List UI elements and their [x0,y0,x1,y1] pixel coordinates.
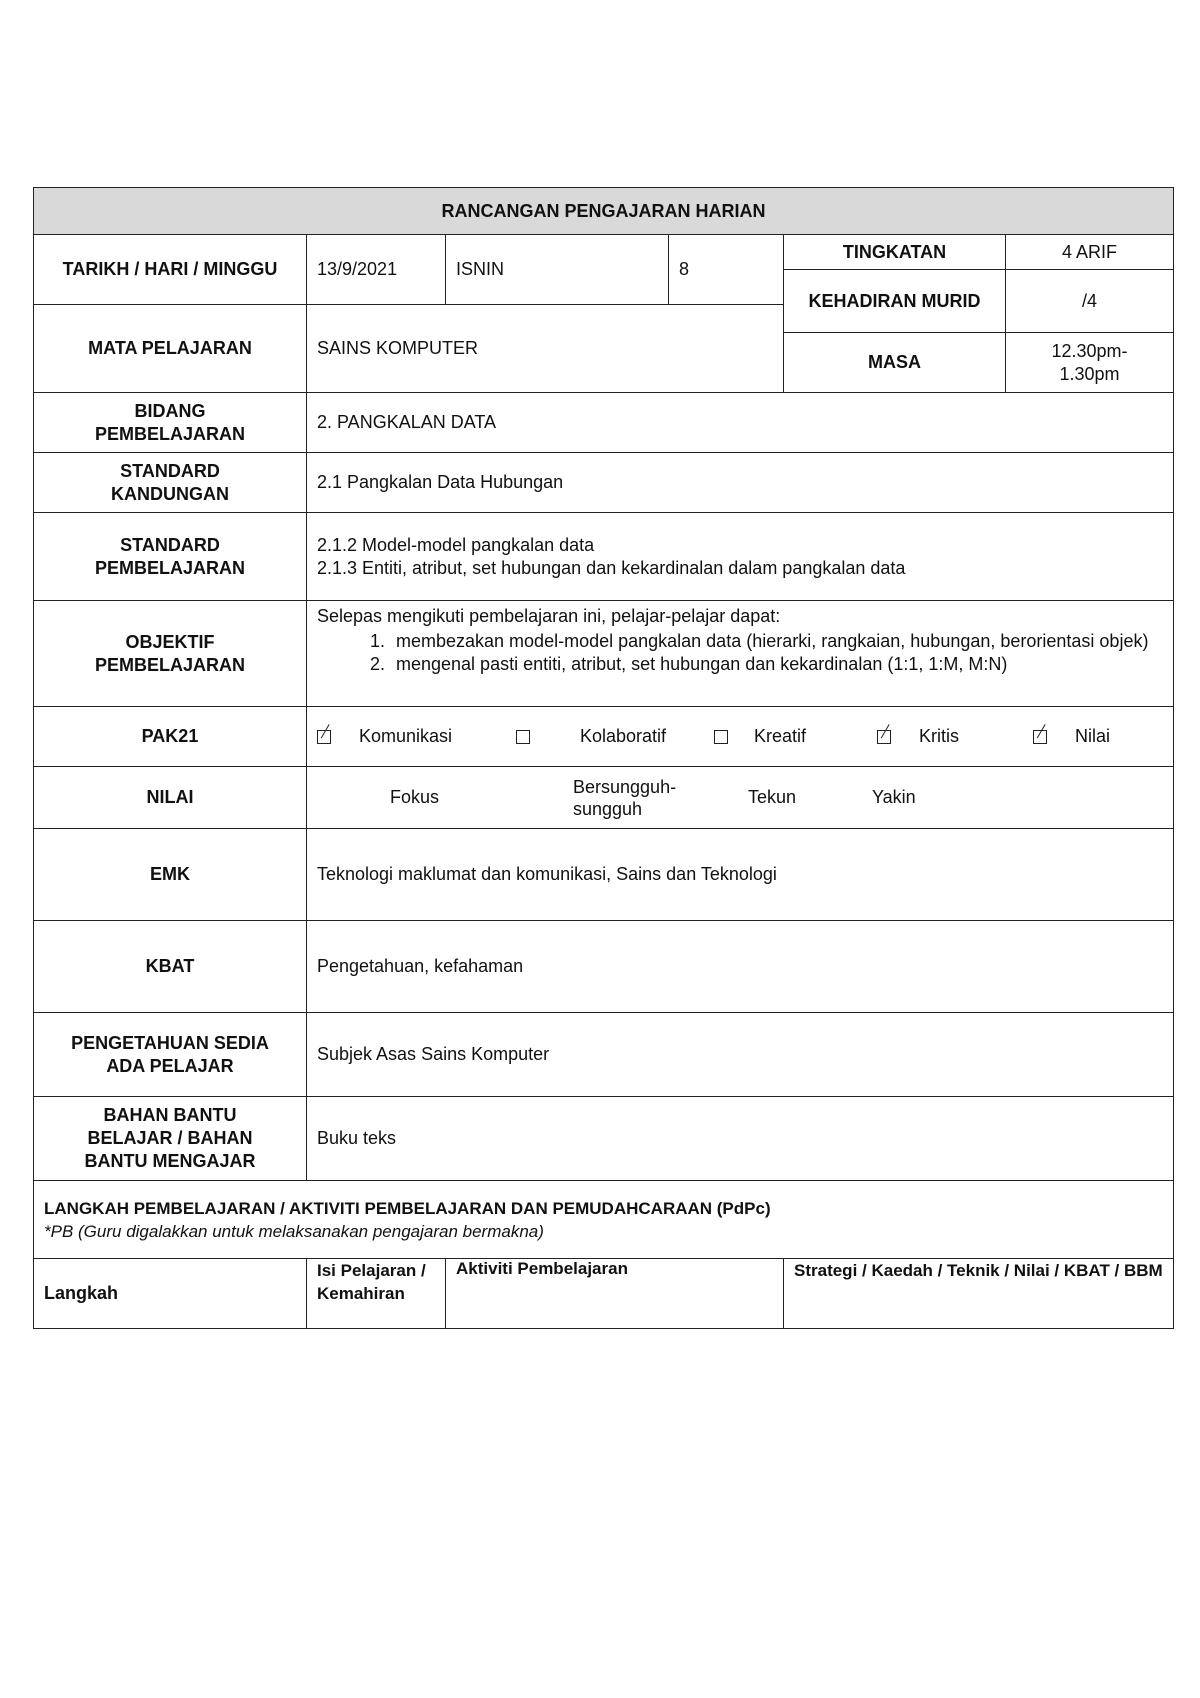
column-header-strategi: Strategi / Kaedah / Teknik / Nilai / KBAT / BBM [784,1259,1174,1329]
checkbox-icon[interactable] [714,730,728,744]
pak21-options [307,707,1174,767]
column-header-langkah: Langkah [34,1259,307,1329]
kehadiran-value: /4 [1006,270,1174,333]
objektif-label: OBJEKTIF PEMBELAJARAN [34,601,307,707]
pengetahuan-sedia-value: Subjek Asas Sains Komputer [307,1013,1174,1097]
checkbox-checked-icon[interactable] [877,730,891,744]
mata-pelajaran-value: SAINS KOMPUTER [307,305,784,393]
standard-pembelajaran-item: 2.1.2 Model-model pangkalan data [317,534,595,555]
column-header-isi: Isi Pelajaran / Kemahiran [307,1259,446,1329]
date-value: 13/9/2021 [307,235,446,305]
nilai-label: NILAI [34,767,307,829]
bidang-value: 2. PANGKALAN DATA [307,393,1174,453]
day-value: ISNIN [446,235,669,305]
standard-pembelajaran-value [307,513,1174,601]
bahan-bantu-value: Buku teks [307,1097,1174,1181]
objektif-list [317,630,1163,676]
week-value: 8 [669,235,784,305]
mata-pelajaran-label: MATA PELAJARAN [34,305,307,393]
objektif-intro: Selepas mengikuti pembelajaran ini, pelajar-pelajar dapat: [317,606,781,626]
standard-kandungan-value: 2.1 Pangkalan Data Hubungan [307,453,1174,513]
tingkatan-value: 4 ARIF [1006,235,1174,270]
lesson-plan-table [33,187,1174,1329]
checkbox-checked-icon[interactable] [317,730,331,744]
masa-label: MASA [784,333,1006,393]
pak21-option-kritis[interactable]: Kritis [877,725,1033,748]
pengetahuan-sedia-label: PENGETAHUAN SEDIA ADA PELAJAR [34,1013,307,1097]
emk-value: Teknologi maklumat dan komunikasi, Sains dan Teknologi [307,829,1174,921]
emk-label: EMK [34,829,307,921]
langkah-section-header [34,1181,1174,1259]
pak21-option-komunikasi[interactable]: Komunikasi [317,725,516,748]
standard-pembelajaran-item: 2.1.3 Entiti, atribut, set hubungan dan kekardinalan dalam pangkalan data [317,557,906,578]
objektif-item: 2. mengenal pasti entiti, atribut, set hubungan dan kekardinalan (1:1, 1:M, M:N) [390,653,1163,676]
tingkatan-label: TINGKATAN [784,235,1006,270]
nilai-item: Bersungguh-sungguh [573,776,677,819]
standard-kandungan-label: STANDARD KANDUNGAN [34,453,307,513]
langkah-heading: LANGKAH PEMBELAJARAN / AKTIVITI PEMBELAJARAN DAN PEMUDAHCARAAN (PdPc) [44,1198,771,1218]
standard-pembelajaran-label: STANDARD PEMBELAJARAN [34,513,307,601]
pak21-option-kolaboratif[interactable]: Kolaboratif [516,725,714,748]
nilai-values [307,767,1174,829]
nilai-item: Yakin [872,787,916,807]
bahan-bantu-label: BAHAN BANTU BELAJAR / BAHAN BANTU MENGAJAR [34,1097,307,1181]
objektif-item: 1. membezakan model-model pangkalan data (hierarki, rangkaian, hubungan, berorientasi objek) [390,630,1163,653]
nilai-item: Tekun [748,787,797,807]
kbat-value: Pengetahuan, kefahaman [307,921,1174,1013]
kehadiran-label: KEHADIRAN MURID [784,270,1006,333]
langkah-note: *PB (Guru digalakkan untuk melaksanakan pengajaran bermakna) [44,1221,544,1241]
checkbox-icon[interactable] [516,730,530,744]
column-header-aktiviti: Aktiviti Pembelajaran [446,1259,784,1329]
masa-value: 12.30pm-1.30pm [1006,333,1174,393]
checkbox-checked-icon[interactable] [1033,730,1047,744]
pak21-label: PAK21 [34,707,307,767]
nilai-item: Fokus [390,787,440,807]
page-title: RANCANGAN PENGAJARAN HARIAN [34,188,1174,235]
pak21-option-nilai[interactable]: Nilai [1033,725,1110,748]
kbat-label: KBAT [34,921,307,1013]
date-label: TARIKH / HARI / MINGGU [34,235,307,305]
pak21-option-kreatif[interactable]: Kreatif [714,725,877,748]
bidang-label: BIDANG PEMBELAJARAN [34,393,307,453]
objektif-value [307,601,1174,707]
